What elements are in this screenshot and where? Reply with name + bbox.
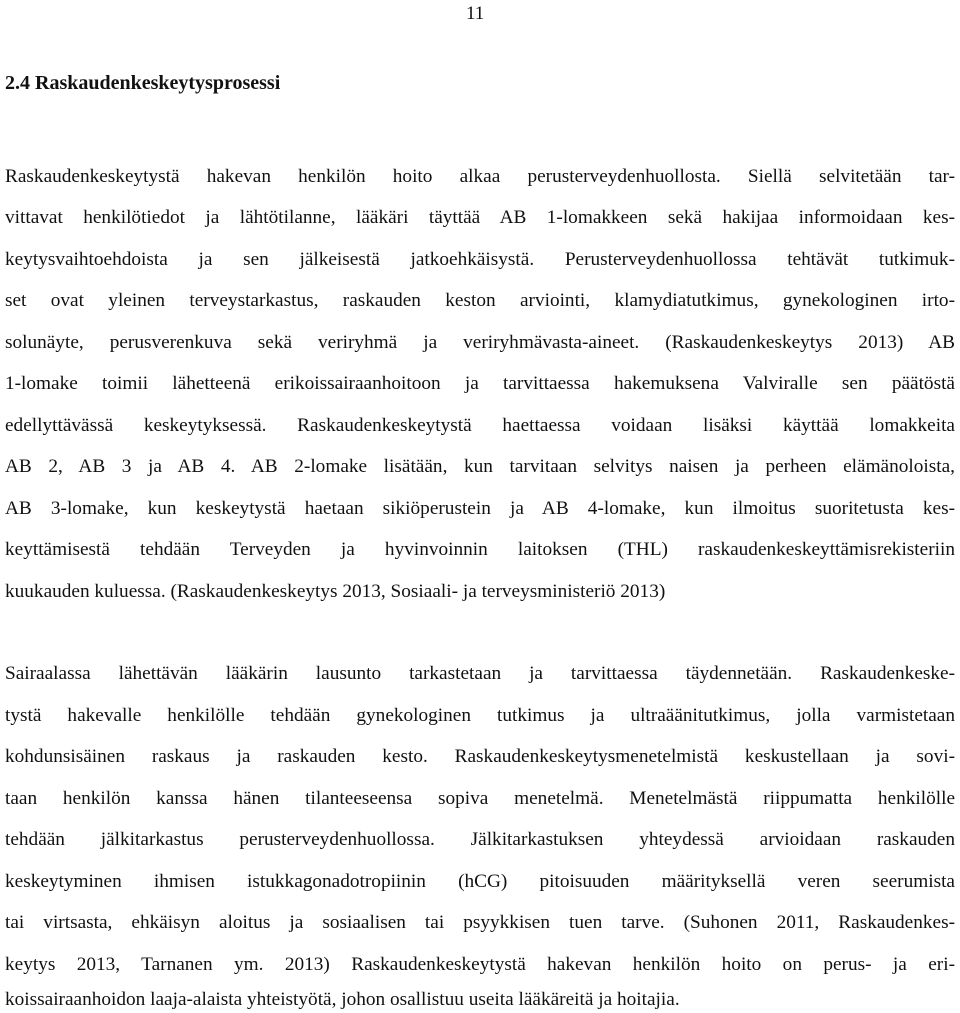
paragraph-line: vittavat henkilötiedot ja lähtötilanne, lääkäri täyttää AB 1-lomakkeen sekä hakijaa informoidaan kes- (5, 207, 955, 228)
section-heading: 2.4 Raskaudenkeskeytysprosessi (5, 72, 281, 94)
paragraph-line: AB 2, AB 3 ja AB 4. AB 2-lomake lisätään, kun tarvitaan selvitys naisen ja perheen elämänoloista, (5, 456, 955, 477)
paragraph-line: 1-lomake toimii lähetteenä erikoissairaanhoitoon ja tarvittaessa hakemuksena Valviralle sen päätöstä (5, 373, 955, 394)
paragraph-line: solunäyte, perusverenkuva sekä veriryhmä ja veriryhmävasta-aineet. (Raskaudenkeskeytys 2013) AB (5, 332, 955, 353)
paragraph-line: keytys 2013, Tarnanen ym. 2013) Raskaudenkeskeytystä hakevan henkilön hoito on perus- ja eri- (5, 954, 955, 975)
paragraph-line: Raskaudenkeskeytystä hakevan henkilön hoito alkaa perusterveydenhuollosta. Siellä selvitetään tar- (5, 166, 955, 187)
paragraph-line: taan henkilön kanssa hänen tilanteeseensa sopiva menetelmä. Menetelmästä riippumatta henkilölle (5, 788, 955, 809)
page-number: 11 (466, 3, 485, 24)
paragraph-line: tehdään jälkitarkastus perusterveydenhuollossa. Jälkitarkastuksen yhteydessä arvioidaan raskauden (5, 829, 955, 850)
paragraph-line: keyttämisestä tehdään Terveyden ja hyvinvoinnin laitoksen (THL) raskaudenkeskeyttämisrekisteriin (5, 539, 955, 560)
paragraph-line: Sairaalassa lähettävän lääkärin lausunto tarkastetaan ja tarvittaessa täydennetään. Raskaudenkeske- (5, 663, 955, 684)
paragraph-line: AB 3-lomake, kun keskeytystä haetaan sikiöperustein ja AB 4-lomake, kun ilmoitus suoritetusta kes- (5, 498, 955, 519)
paragraph-line: keytysvaihtoehdoista ja sen jälkeisestä jatkoehkäisystä. Perusterveydenhuollossa tehtävät tutkimuk- (5, 249, 955, 270)
paragraph-line: kohdunsisäinen raskaus ja raskauden kesto. Raskaudenkeskeytysmenetelmistä keskustellaan ja sovi- (5, 746, 955, 767)
paragraph-line: edellyttävässä keskeytyksessä. Raskaudenkeskeytystä haettaessa voidaan lisäksi käyttää lomakkeita (5, 415, 955, 436)
paragraph-line: koissairaanhoidon laaja-alaista yhteistyötä, johon osallistuu useita lääkäreitä ja hoitajia. (5, 989, 680, 1010)
paragraph-line: keskeytyminen ihmisen istukkagonadotropiinin (hCG) pitoisuuden määrityksellä veren seerumista (5, 871, 955, 892)
paragraph-line: tystä hakevalle henkilölle tehdään gynekologinen tutkimus ja ultraäänitutkimus, jolla varmistetaan (5, 705, 955, 726)
paragraph-line: kuukauden kuluessa. (Raskaudenkeskeytys 2013, Sosiaali- ja terveysministeriö 2013) (5, 581, 666, 602)
paragraph-line: set ovat yleinen terveystarkastus, raskauden keston arviointi, klamydiatutkimus, gynekologinen irto- (5, 290, 955, 311)
paragraph-line: tai virtsasta, ehkäisyn aloitus ja sosiaalisen tai psyykkisen tuen tarve. (Suhonen 2011, Raskaudenkes- (5, 912, 955, 933)
